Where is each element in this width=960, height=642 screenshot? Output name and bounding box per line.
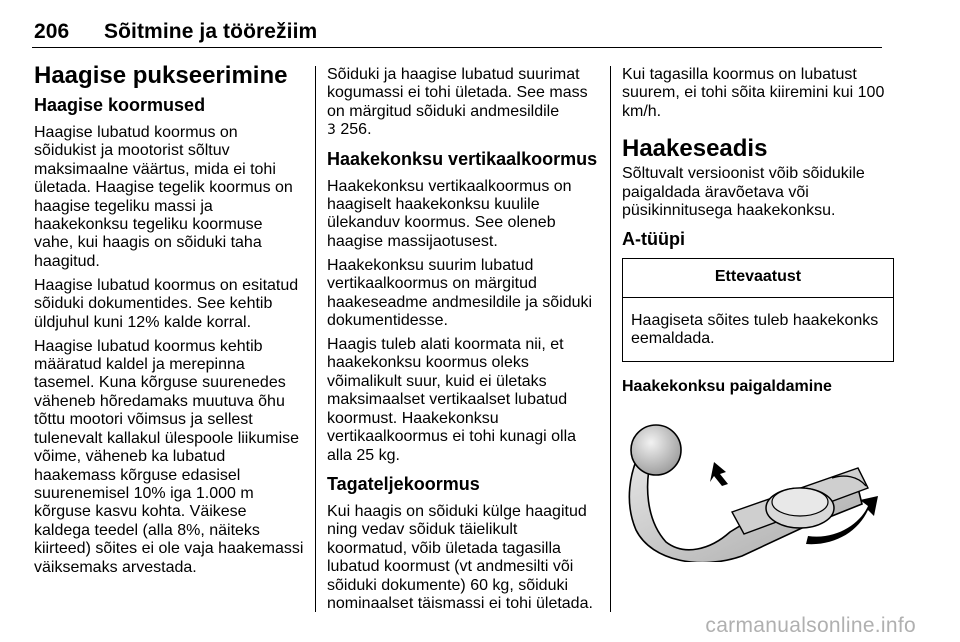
heading-trailer-towing: Haagise pukseerimine	[34, 62, 288, 89]
page-ref[interactable]: 256.	[340, 121, 372, 139]
paragraph-text: Sõiduki ja haagise lubatud suurimat kogumassi ei tohi ületada. See mass on märgitud sõiduki andmesildile	[327, 66, 588, 120]
paragraph: Haagise lubatud koormus kehtib määratud kaldel ja merepinna tasemel. Kuna kõrguse suurenedes väheneb hõredamaks muutuva õhu tõttu mootori võimsus ja sellest tulenevalt kallakul ülespoole liikumise võime, väheneb ka lubatud haakemass kõrguse edasisel suurenemisel 10% iga 1.000 m kõrguse kasvu kohta. Väikese kaldega teedel (alla 8%, näiteks kiirteed) sõites ei ole vaja haakemassi väiksemaks arvestada.	[34, 337, 304, 576]
column-divider-1	[315, 66, 316, 612]
heading-vertical-load: Haakekonksu vertikaalkoormus	[327, 148, 598, 169]
paragraph: Haagis tuleb alati koormata nii, et haakekonksu koormus oleks võimalikult suur, kuid ei ületaks maksimaalset vertikaalset lubatud koormust. Haakekonksu vertikaalkoormus ei tohi kunagi olla alla 25 kg.	[327, 336, 577, 464]
page-ref-arrow-icon: 3	[327, 122, 336, 139]
heading-rear-axle-load: Tagateljekoormus	[327, 473, 480, 494]
header-rule	[32, 47, 882, 48]
insert-arrow-icon	[710, 462, 728, 486]
paragraph: Haagise lubatud koormus on esitatud sõiduki dokumentides. See kehtib üldjuhul kuni 12% kalde korral.	[34, 276, 299, 331]
heading-installation: Haakekonksu paigaldamine	[622, 377, 832, 395]
tow-hook-illustration	[622, 412, 894, 562]
paragraph: Kui tagasilla koormus on lubatust suurem, ei tohi sõita kiiremini kui 100 km/h.	[622, 66, 885, 120]
paragraph: Haagise lubatud koormus on sõidukist ja mootorist sõltuv maksimaalne väärtus, mida ei tohi ületada. Haagise tegelik koormus on haagise tegeliku massi ja haakekonksu tegeliku koormuse vahe, kui haagis on sõiduki taha haagitud.	[34, 124, 293, 270]
column-divider-2	[610, 66, 611, 612]
column-1	[34, 62, 304, 583]
section-title: Sõitmine ja töörežiim	[104, 20, 318, 43]
warning-text: Haagiseta sõites tuleb haakekonks eemaldada.	[631, 311, 879, 348]
paragraph	[327, 66, 599, 140]
paragraph: Kui haagis on sõiduki külge haagitud ning vedav sõiduk täielikult koormatud, võib ületada tagasilla lubatud koormust (vt andmesilti või sõiduki dokumente) 60 kg, sõiduki nominaalset täismassi ei tohi ületada.	[327, 502, 593, 612]
heading-type-a: A-tüüpi	[622, 229, 685, 250]
paragraph: Haakekonksu vertikaalkoormus on haagiselt haakekonksu kuulile ülekanduv koormus. See oleneb haagise massijaotusest.	[327, 177, 572, 250]
paragraph: Haakekonksu suurim lubatud vertikaalkoormus on märgitud haakeseadme andmesildile ja sõiduki dokumentidesse.	[327, 256, 593, 330]
column-3	[622, 66, 894, 402]
paragraph: Sõltuvalt versioonist võib sõidukile paigaldada äravõetava või püsikinnitusega haakekonksu.	[622, 165, 865, 220]
warning-title: Ettevaatust	[623, 259, 893, 297]
warning-box	[622, 258, 894, 361]
heading-towing-equipment: Haakeseadis	[622, 135, 768, 163]
page-number: 206	[34, 20, 70, 43]
watermark: carmanualsonline.info	[705, 614, 916, 637]
tow-ball	[631, 425, 681, 475]
column-2	[327, 66, 599, 619]
page-header	[34, 20, 317, 44]
heading-trailer-loads: Haagise koormused	[34, 95, 206, 115]
